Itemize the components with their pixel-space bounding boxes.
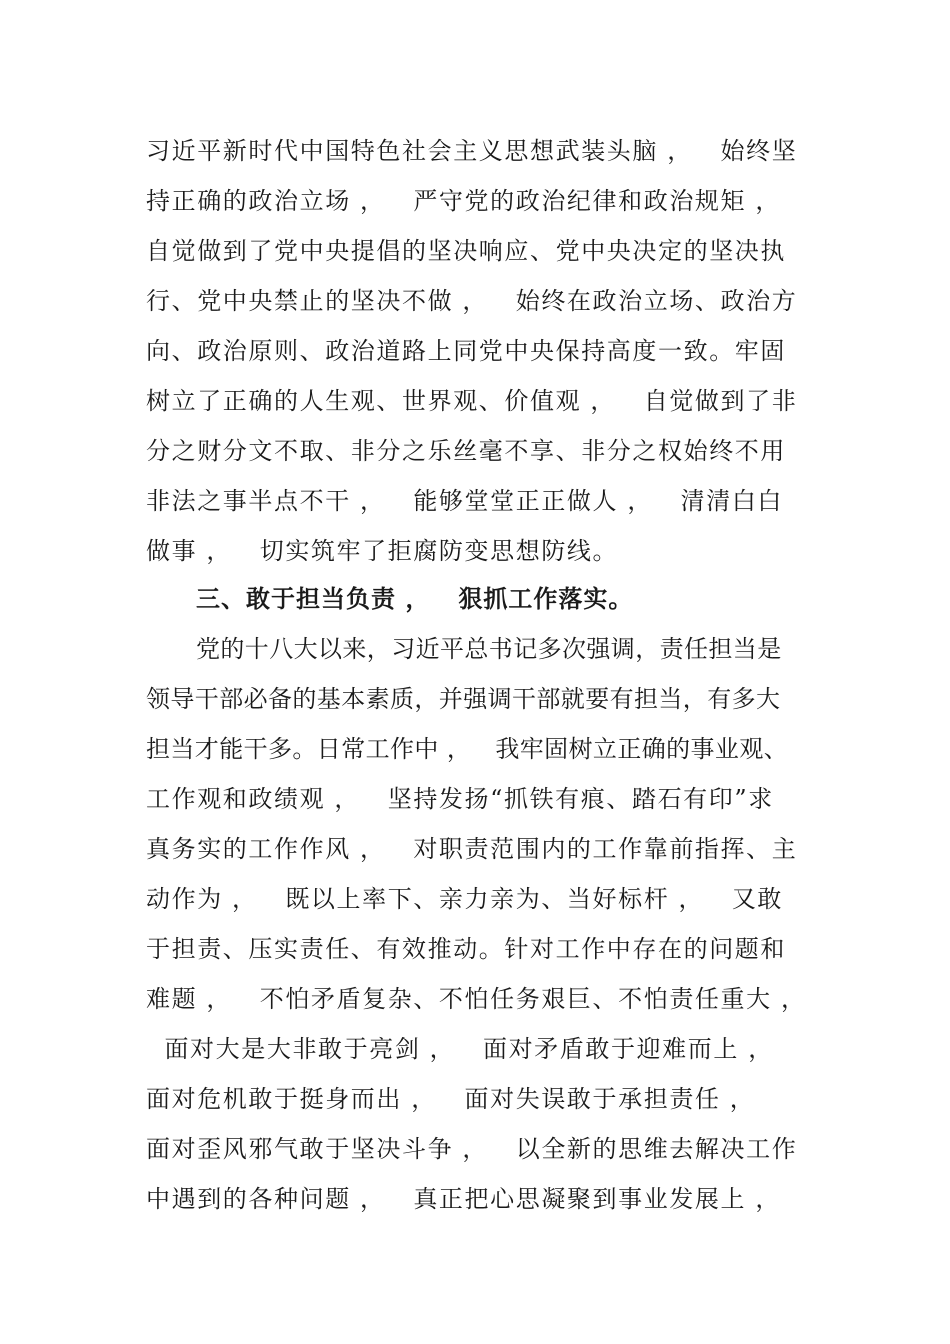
text-line: 面对歪风邪气敢于坚决斗争 ， 以全新的思维去解决工作	[146, 1135, 798, 1163]
text-line: 担当才能干多。日常工作中 ， 我牢固树立正确的事业观、	[146, 735, 789, 763]
text-line: 习近平新时代中国特色社会主义思想武装头脑 ， 始终坚	[146, 137, 798, 165]
text-line: 动作为 ， 既以上率下、亲力亲为、当好标杆 ， 又敢	[146, 885, 784, 913]
text-line: 面对大是大非敢于亮剑 ， 面对矛盾敢于迎难而上 ，	[146, 1035, 774, 1063]
text-line: 持正确的政治立场 ， 严守党的政治纪律和政治规矩 ，	[146, 187, 781, 215]
text-line: 向、政治原则、政治道路上同党中央保持高度一致。牢固	[146, 337, 786, 365]
section-heading: 三、敢于担当负责 ， 狠抓工作落实。	[196, 585, 634, 613]
text-line: 自觉做到了党中央提倡的坚决响应、党中央决定的坚决执	[146, 237, 786, 265]
text-line: 树立了正确的人生观、世界观、价值观 ， 自觉做到了非	[146, 387, 798, 415]
text-line: 于担责、压实责任、有效推动。针对工作中存在的问题和	[146, 935, 786, 963]
text-line: 中遇到的各种问题 ， 真正把心思凝聚到事业发展上 ，	[146, 1185, 781, 1213]
text-line: 难题 ， 不怕矛盾复杂、不怕任务艰巨、不怕责任重大 ，	[146, 985, 807, 1013]
text-line: 面对危机敢于挺身而出 ， 面对失误敢于承担责任 ，	[146, 1085, 756, 1113]
text-line: 做事 ， 切实筑牢了拒腐防变思想防线。	[146, 537, 619, 565]
text-line: 分之财分文不取、非分之乐丝毫不享、非分之权始终不用	[146, 437, 786, 465]
text-line: 领导干部必备的基本素质，并强调干部就要有担当，有多大	[146, 685, 781, 713]
text-line: 工作观和政绩观 ， 坚持发扬“抓铁有痕、踏石有印”求	[146, 785, 774, 813]
text-line: 真务实的工作作风 ， 对职责范围内的工作靠前指挥、主	[146, 835, 798, 863]
text-line: 行、党中央禁止的坚决不做 ， 始终在政治立场、政治方	[146, 287, 798, 315]
text-line: 非法之事半点不干 ， 能够堂堂正正做人 ， 清清白白	[146, 487, 784, 515]
paragraph-first-line: 党的十八大以来，习近平总书记多次强调，责任担当是	[196, 635, 782, 663]
